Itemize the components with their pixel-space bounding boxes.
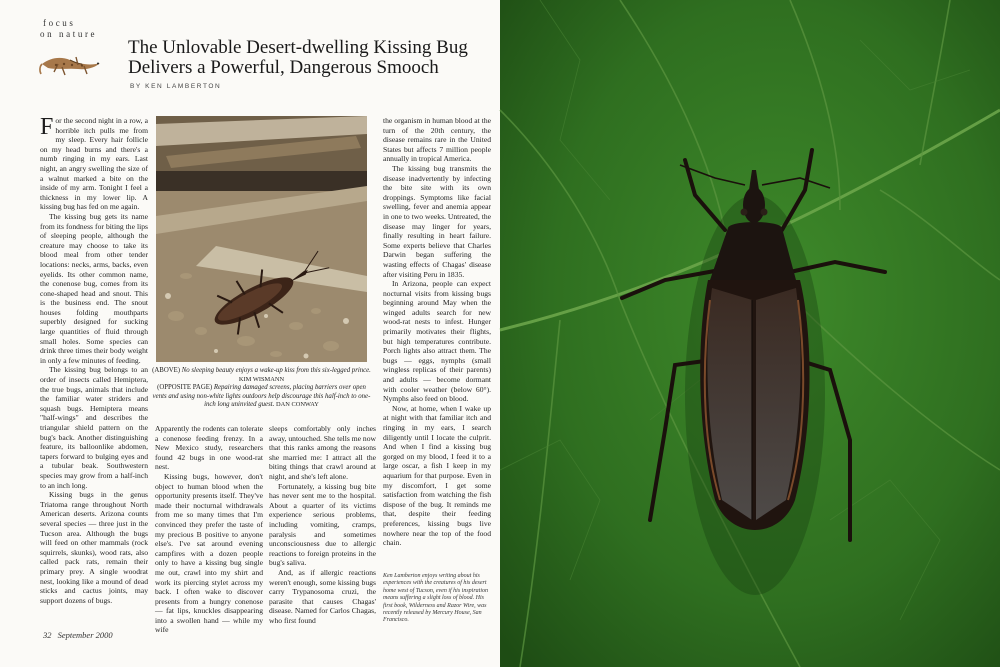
text-column-4	[383, 116, 491, 568]
paragraph: For the second night in a row, a horrible itch pulls me from my sleep. Every hair follicle on my head burns and there's a numb ringing in my ears. Last night, an angry swelling the size of a walnut marked a bite on the inside of my arm. Tonight I feel a thickness in my lower lip. A kissing bug has fed on me again.	[40, 114, 148, 212]
photo-credit-opposite: DAN CONWAY	[276, 401, 319, 409]
text-column-2	[155, 424, 263, 635]
paragraph: Now, at home, when I wake up at night with that familiar itch and ringing in my ears, I search diligently until I locate the culprit. And when I find a kissing bug gorged on my blood, I feed it to a large oscar, a fish I keep in my aquarium for that purpose. Even in my discomfort, I get some satisfaction from watching the fish dispose of the bug. It reminds me that, despite their feeding preferences, kissing bugs live nowhere near the top of the food chain.	[383, 403, 491, 548]
paragraph: Fortunately, a kissing bug bite has never sent me to the hospital. About a quarter of its victims experience serious problems, including vomiting, cramps, paralysis and sometimes unconsciousness due to allergic reactions to foreign proteins in the bug's saliva.	[269, 481, 376, 568]
section-kicker	[40, 18, 98, 40]
drop-cap: F	[40, 114, 54, 140]
paragraph: And, as if allergic reactions weren't enough, some kissing bugs carry Trypanosoma cruzi, the parasite that causes Chagas' disease. Named for Carlos Chagas, who first found	[269, 567, 376, 625]
paragraph: The kissing bug gets its name from its fondness for biting the lips of sleeping people, although the creature may choose to take its blood meal from other tender locations: necks, arms, backs, even eyelids. Its other common name, the conenose bug, comes from its cone-shaped head and snout. This is the business end. The snout houses folding mouthparts superbly designed for sucking large quantities of fluid through small holes. Some species can drink three times their body weight in only a few minutes of feeding.	[40, 211, 148, 365]
article-title	[128, 38, 488, 78]
author-bio: Ken Lamberton enjoys writing about his experiences with the creatures of his desert home west of Tucson, even if his inspiration means suffering a slight loss of blood. His first book, Wilderness and Razor Wire, was recently released by Mercury House, San Francisco.	[383, 573, 488, 624]
text-column-1	[40, 116, 148, 621]
lizard-icon	[38, 44, 106, 82]
paragraph: Kissing bugs in the genus Triatoma range throughout North American deserts. Arizona counts several species — three just in the Tucson area. Although the bugs will feed on other mammals (rock squirrels, skunks), wood rats, also called pack rats, remain their primary prey. A single woodrat nest, looking like a mound of dead sticks and cactus joints, may support dozens of bugs.	[40, 490, 148, 605]
paragraph: In Arizona, people can expect nocturnal visits from kissing bugs beginning around May when the winged adults search for new wood-rat nests to infest. Hunger primarily motivates their flights, but high temperatures contribute. Porch lights also attract them. The bugs — eggs, nymphs (small wingless replicas of their parents) and adults — become dormant with cooler weather (below 60°). Nymphs also feed on blood.	[383, 279, 491, 404]
issue-date: September 2000	[57, 630, 113, 640]
page-folio	[43, 630, 113, 640]
paragraph: Apparently the rodents can tolerate a conenose feeding frenzy. In a New Mexico study, researchers found 42 bugs in one wood-rat nest.	[155, 424, 263, 472]
paragraph: sleeps comfortably only inches away, untouched. She tells me now that this ranks among the reasons she married me: I attract all the biting things that crawl around at night, and she's left alone.	[269, 424, 376, 481]
kicker-line-2: on nature	[40, 29, 98, 39]
caption-text-above: No sleeping beauty enjoys a wake-up kiss from this six-legged prince.	[180, 367, 371, 374]
caption-text-opposite: Repairing damaged screens, placing barriers over open vents and using non-white lights outdoors help discourage this half-inch to one-inch long uninvited guest.	[152, 384, 371, 409]
text-column-3	[269, 424, 376, 625]
paragraph: The kissing bug transmits the disease inadvertently by infecting the bite site with its own droppings. Symptoms like facial swelling, fever and anemia appear in one to two weeks. Untreated, the disease may linger for years, finally resulting in heart failure. Some experts believe that Charles Darwin began suffering the wasting effects of Chagas' disease after visiting Peru in 1835.	[383, 163, 491, 279]
kissing-bug-photo-inset	[156, 116, 367, 362]
caption-label-opposite: (OPPOSITE PAGE)	[157, 384, 213, 392]
title-line-2: Delivers a Powerful, Dangerous Smooch	[128, 57, 439, 78]
paragraph: The kissing bug belongs to an order of insects called Hemiptera, the true bugs, animals that include the familiar water striders and squash bugs. Hemiptera means "half-wings" and describes the triangular shield pattern on the bug's back. Another distinguishing feature, its balloonlike abdomen, tapers forward to bulging eyes and a tubular beak. Southwestern species may grow from a half-inch to an inch long.	[40, 365, 148, 490]
kissing-bug-leaf-photo	[500, 0, 1000, 667]
paragraph: the organism in human blood at the turn of the 20th century, the disease remains rare in the United States but affects 7 million people annually in tropical America.	[383, 116, 491, 164]
photo-credit-above: KIM WISMANN	[238, 375, 285, 383]
page-number: 32	[43, 630, 52, 640]
byline: BY KEN LAMBERTON	[130, 83, 222, 90]
title-line-1: The Unlovable Desert-dwelling Kissing Bug	[128, 37, 468, 58]
paragraph: Kissing bugs, however, don't object to human blood when the opportunity presents itself. They've made their nocturnal withdrawals from me so many times that I'm convinced they prefer the taste of my precious B positive to anyone else's. I've sat around evening campfires with a dozen people only to have a kissing bug single me out, crawl into my shirt and work its piercing stylet across my back. I often wake to discover presents from a hungry conenose — fat lips, knuckles disappearing into a swollen hand — while my wife	[155, 471, 263, 635]
caption-label-above: (ABOVE)	[152, 367, 181, 374]
photo-caption	[150, 367, 373, 410]
kicker-line-1: focus	[43, 18, 76, 28]
